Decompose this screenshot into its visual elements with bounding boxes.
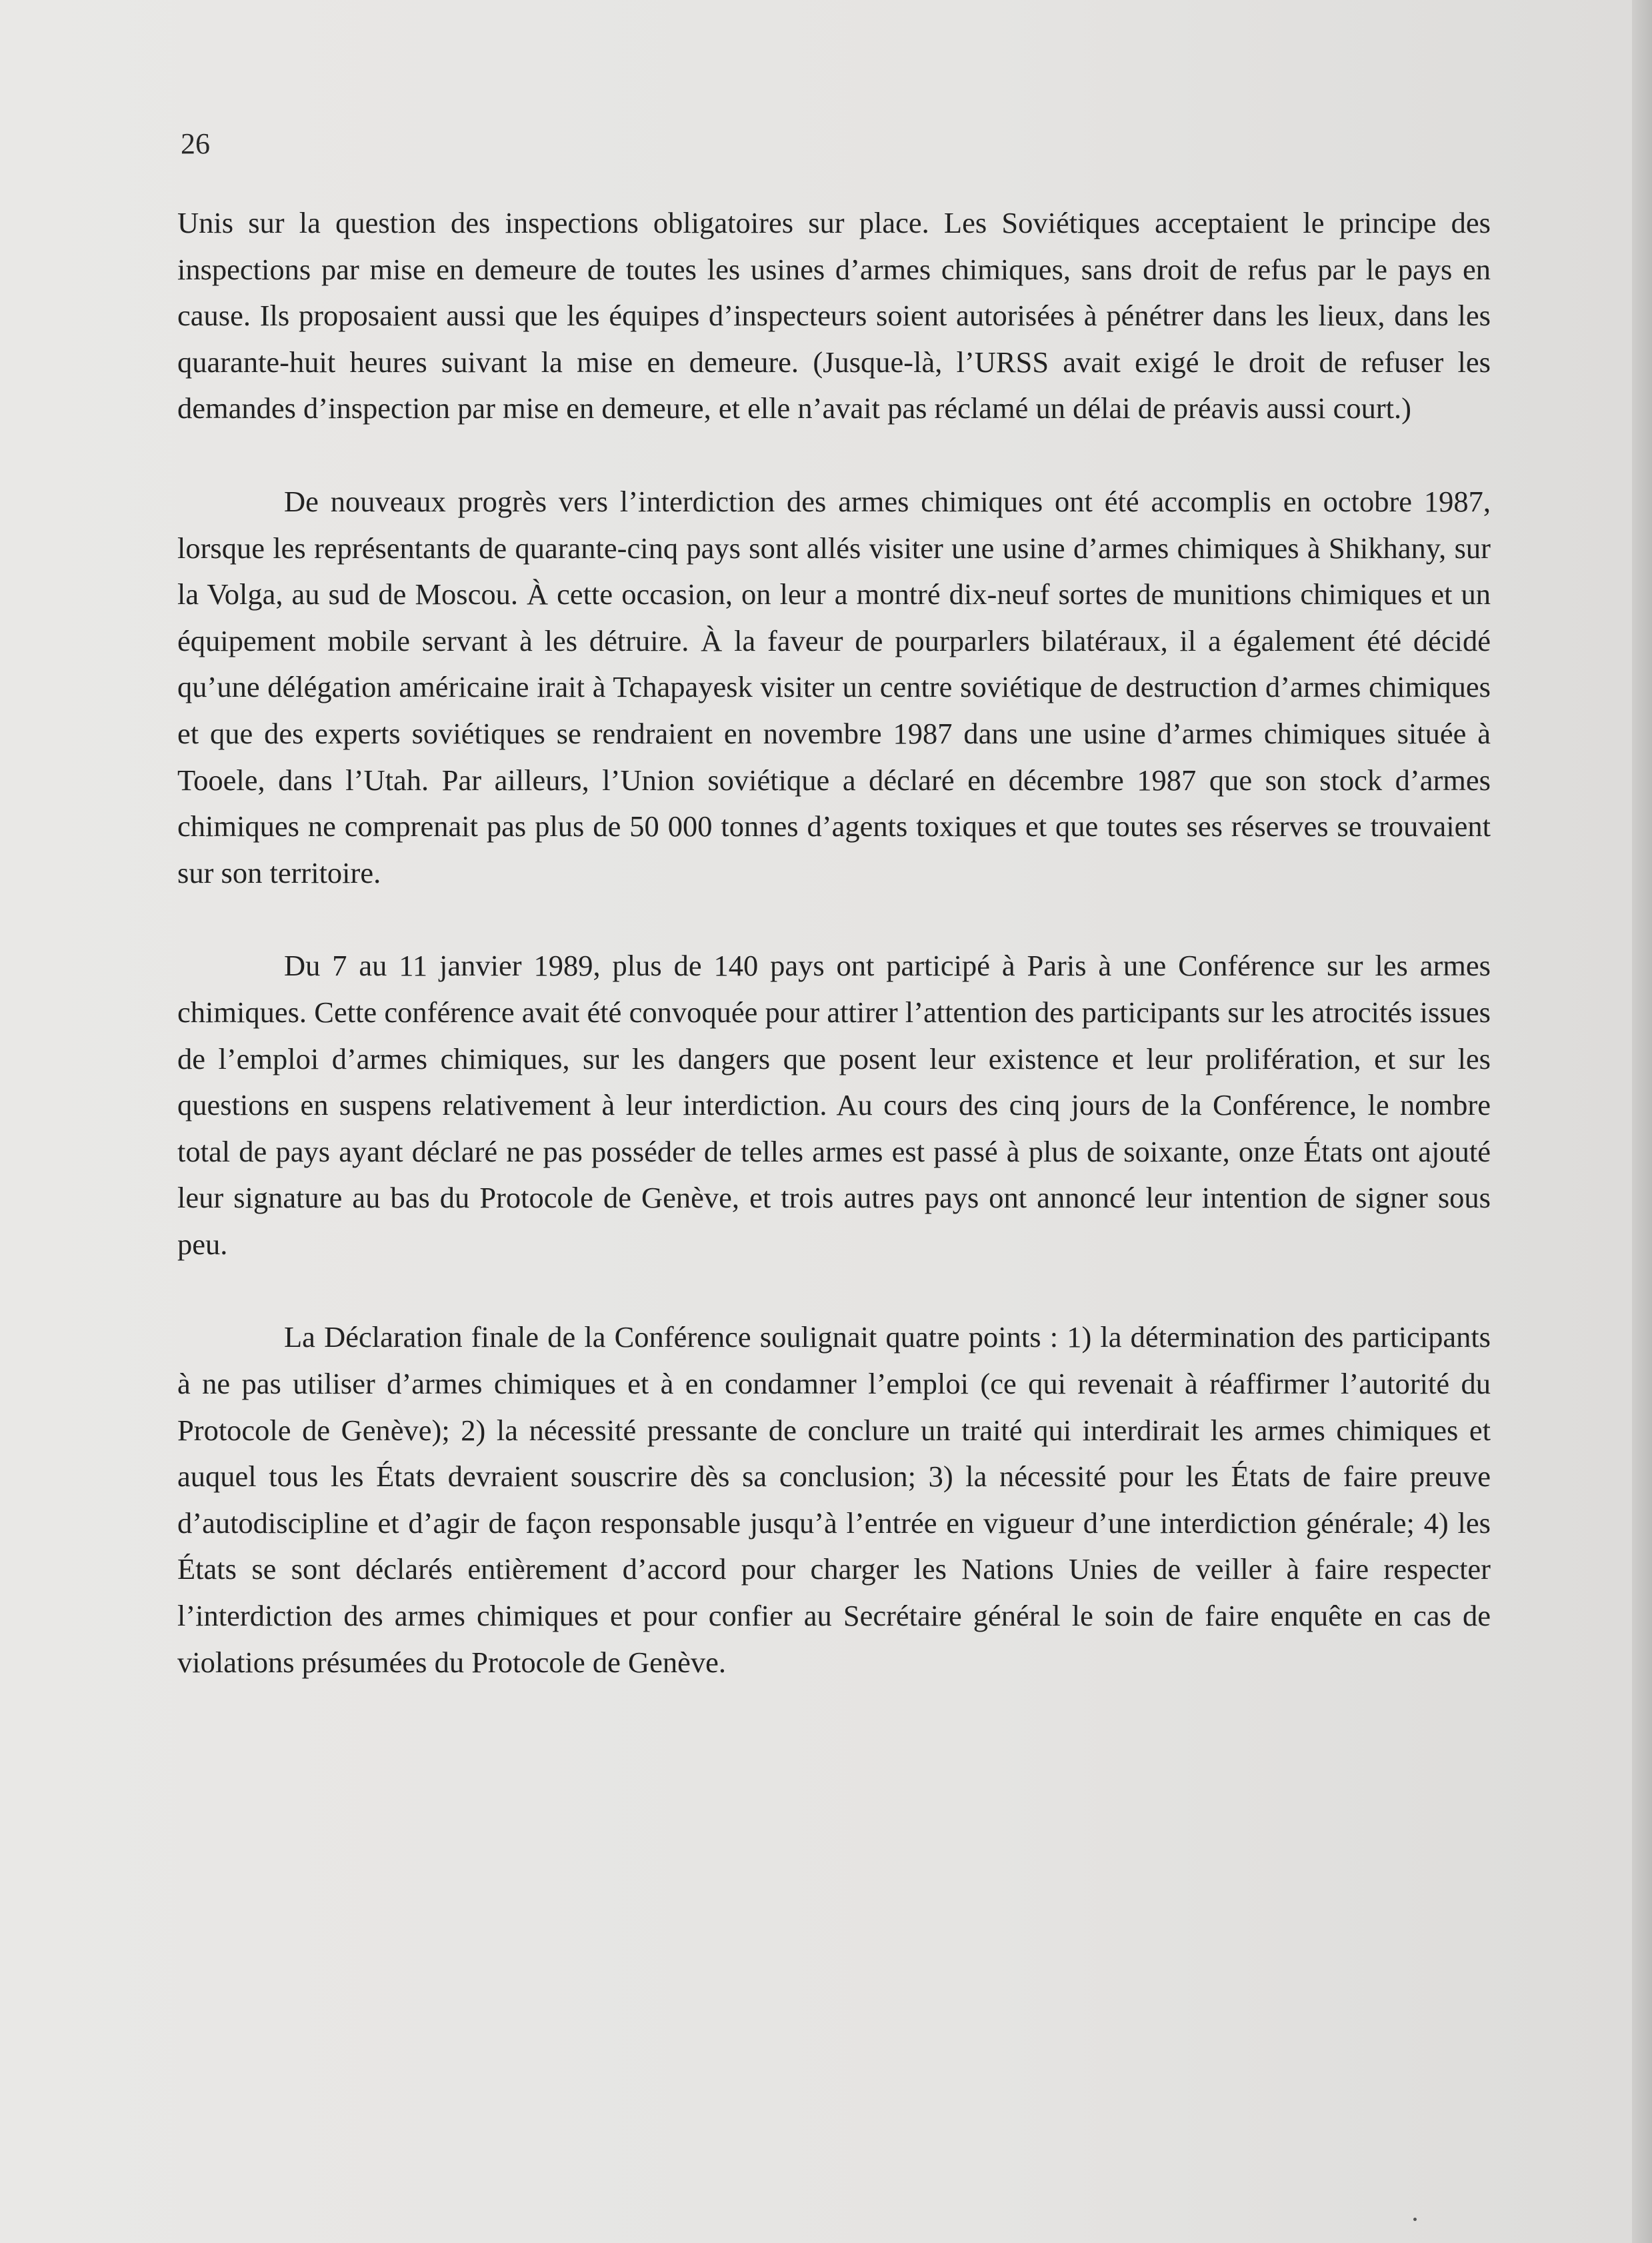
paper-speck bbox=[1413, 2218, 1417, 2221]
body-text bbox=[177, 200, 1491, 1732]
paragraph-shikhany-visit: De nouveaux progrès vers l’interdiction des armes chimiques ont été accomplis en octobre 1987, lorsque les représentants de quarante-cinq pays sont allés visiter une usine d’armes chimiques à Shikhany, sur la Volga, au sud de Moscou. À cette occasion, on leur a montré dix-neuf sortes de munitions chimiques et un équipement mobile servant à les détruire. À la faveur de pourparlers bilatéraux, il a également été décidé qu’une délégation américaine irait à Tchapayesk visiter un centre soviétique de destruction d’armes chimiques et que des experts soviétiques se rendraient en novembre 1987 dans une usine d’armes chimiques située à Tooele, dans l’Utah. Par ailleurs, l’Union soviétique a déclaré en décembre 1987 que son stock d’armes chimiques ne comprenait pas plus de 50 000 tonnes d’agents toxiques et que toutes ses réserves se trouvaient sur son territoire. bbox=[177, 484, 1491, 889]
paragraph-final-declaration: La Déclaration finale de la Conférence soulignait quatre points : 1) la détermination des participants à ne pas utiliser d’armes chimiques et à en condamner l’emploi (ce qui revenait à réaffirmer l’autorité du Protocole de Genève); 2) la nécessité pressante de conclure un traité qui interdirait les armes chimiques et auquel tous les États devraient souscrire dès sa conclusion; 3) la nécessité pour les États de faire preuve d’autodiscipline et d’agir de façon responsable jusqu’à l’entrée en vigueur d’une interdiction générale; 4) les États se sont déclarés entièrement d’accord pour charger les Nations Unies de veiller à faire respecter l’interdiction des armes chimiques et pour confier au Secrétaire général le soin de faire enquête en cas de violations présumées du Protocole de Genève. bbox=[177, 1320, 1491, 1679]
page-edge-shadow bbox=[1632, 0, 1652, 2243]
paragraph-continuation: Unis sur la question des inspections obligatoires sur place. Les Soviétiques acceptaient le principe des inspections par mise en demeure de toutes les usines d’armes chimiques, sans droit de refus par le pays en cause. Ils proposaient aussi que les équipes d’inspecteurs soient autorisées à pénétrer dans les lieux, dans les quarante-huit heures suivant la mise en demeure. (Jusque-là, l’URSS avait exigé le droit de refuser les demandes d’inspection par mise en demeure, et elle n’avait pas réclamé un délai de préavis aussi court.) bbox=[177, 206, 1491, 425]
paragraph-paris-conference: Du 7 au 11 janvier 1989, plus de 140 pays ont participé à Paris à une Conférence sur les armes chimiques. Cette conférence avait été convoquée pour attirer l’attention des participants sur les atrocités issues de l’emploi d’armes chimiques, sur les dangers que posent leur existence et leur prolifération, et sur les questions en suspens relativement à leur interdiction. Au cours des cinq jours de la Conférence, le nombre total de pays ayant déclaré ne pas posséder de telles armes est passé à plus de soixante, onze États ont ajouté leur signature au bas du Protocole de Genève, et trois autres pays ont annoncé leur intention de signer sous peu. bbox=[177, 949, 1491, 1261]
page-number: 26 bbox=[181, 127, 210, 160]
